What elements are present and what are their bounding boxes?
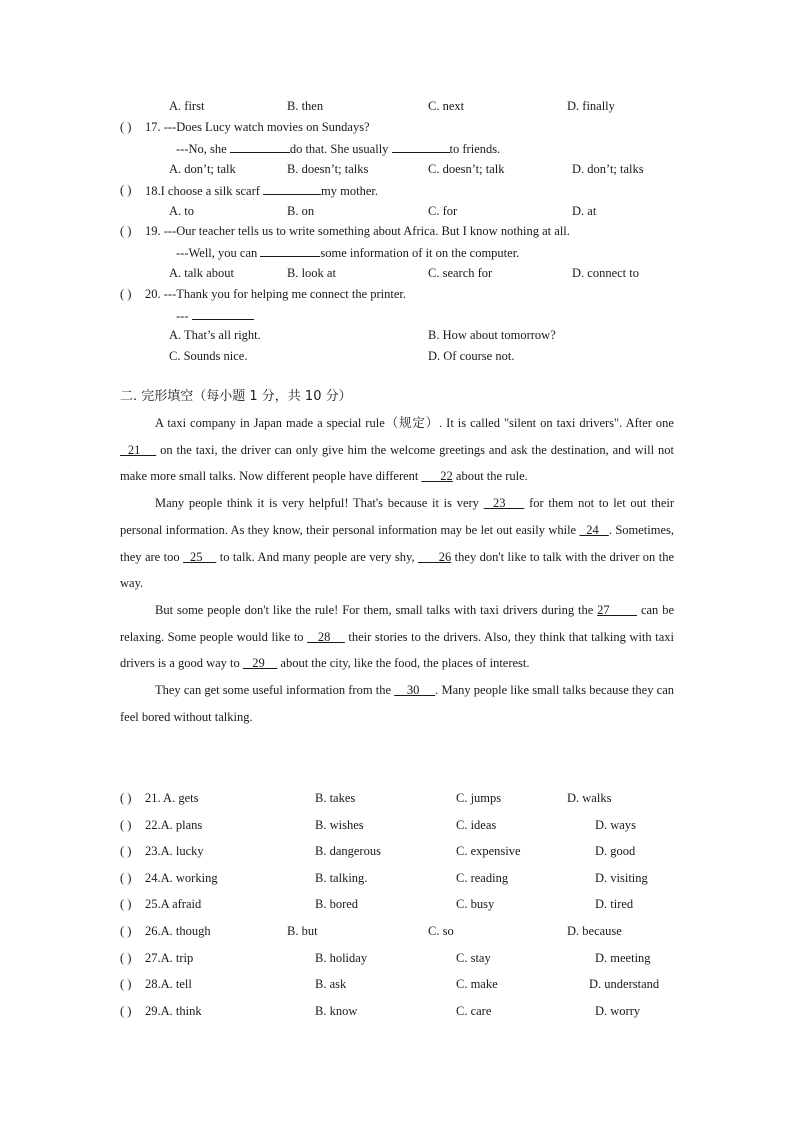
option-d: D. tired: [595, 897, 634, 911]
q17-option-d: D. don’t; talks: [572, 162, 644, 176]
q19-option-c: C. search for: [428, 266, 493, 280]
blank-27[interactable]: 27: [597, 602, 638, 617]
option-d: D. meeting: [595, 951, 651, 965]
q16-option-d: D. finally: [567, 99, 615, 113]
q17-blank-1[interactable]: [230, 140, 290, 153]
q20-answer-paren[interactable]: ( ): [120, 287, 132, 301]
q19-answer-paren[interactable]: ( ): [120, 224, 132, 238]
option-b: B. wishes: [315, 818, 364, 832]
q20-option-c: C. Sounds nice.: [169, 349, 248, 363]
q20-blank[interactable]: [192, 307, 254, 320]
option-b: B. takes: [315, 791, 356, 805]
option-c: C. reading: [456, 871, 509, 885]
passage-paragraph-4: They can get some useful information from the 30 . Many people like small talks because they can feel bored without talking.: [120, 683, 674, 724]
q17-option-a: A. don’t; talk: [169, 162, 236, 176]
option-c: C. so: [428, 924, 454, 938]
q18-blank[interactable]: [263, 182, 321, 195]
q17-line2: ---No, she do that. She usually to friends.: [176, 142, 501, 156]
q19-option-b: B. look at: [287, 266, 336, 280]
option-a: 21. A. gets: [145, 791, 199, 805]
blank-23[interactable]: 23: [483, 496, 525, 511]
option-c: C. stay: [456, 951, 491, 965]
blank-30[interactable]: 30: [394, 683, 436, 698]
option-c: C. make: [456, 977, 498, 991]
option-d: D. because: [567, 924, 622, 938]
option-d: D. worry: [595, 1004, 641, 1018]
option-d: D. understand: [589, 977, 660, 991]
answer-paren[interactable]: ( ): [120, 951, 132, 965]
passage-paragraph-1: A taxi company in Japan made a special rule（规定）. It is called "silent on taxi drivers". After one 21 on the taxi, the driver can only give him the welcome greetings and ask the destination, and will not make more small talks. Now different people have different 22 about the rule.: [120, 416, 674, 484]
option-b: B. know: [315, 1004, 358, 1018]
q19-line2: ---Well, you can some information of it on the computer.: [176, 246, 520, 260]
answer-paren[interactable]: ( ): [120, 897, 132, 911]
option-b: B. ask: [315, 977, 347, 991]
q18-option-b: B. on: [287, 204, 315, 218]
answer-paren[interactable]: ( ): [120, 871, 132, 885]
q20-option-b: B. How about tomorrow?: [428, 328, 556, 342]
answer-paren[interactable]: ( ): [120, 977, 132, 991]
q20-stem: 20. ---Thank you for helping me connect the printer.: [145, 287, 407, 301]
answer-paren[interactable]: ( ): [120, 1004, 132, 1018]
option-b: B. dangerous: [315, 844, 381, 858]
q17-option-b: B. doesn’t; talks: [287, 162, 369, 176]
q18-option-c: C. for: [428, 204, 458, 218]
answer-paren[interactable]: ( ): [120, 844, 132, 858]
q20-option-d: D. Of course not.: [428, 349, 515, 363]
q18-stem: 18.I choose a silk scarf my mother.: [145, 184, 378, 198]
option-a: 29.A. think: [145, 1004, 202, 1018]
option-a: 26.A. though: [145, 924, 211, 938]
q17-answer-paren[interactable]: ( ): [120, 120, 132, 134]
blank-25[interactable]: 25: [183, 549, 217, 564]
q16-option-b: B. then: [287, 99, 324, 113]
blank-24[interactable]: 24: [579, 522, 609, 537]
option-b: B. holiday: [315, 951, 368, 965]
blank-21[interactable]: 21: [120, 442, 157, 457]
option-a: 28.A. tell: [145, 977, 192, 991]
q17-blank-2[interactable]: [392, 140, 450, 153]
passage-paragraph-2: Many people think it is very helpful! That's because it is very 23 for them not to let out their personal information. As they know, their personal information may be let out easily while 24 . Sometimes, they are too 25 to talk. And many people are very shy, 26 they don't like to talk with the driver on the way.: [120, 496, 675, 591]
q19-option-a: A. talk about: [169, 266, 234, 280]
option-c: C. expensive: [456, 844, 521, 858]
option-b: B. bored: [315, 897, 359, 911]
q18-option-d: D. at: [572, 204, 597, 218]
q19-option-d: D. connect to: [572, 266, 639, 280]
option-c: C. ideas: [456, 818, 497, 832]
option-a: 27.A. trip: [145, 951, 194, 965]
option-d: D. visiting: [595, 871, 648, 885]
q18-answer-paren[interactable]: ( ): [120, 183, 132, 197]
q17-stem: 17. ---Does Lucy watch movies on Sundays?: [145, 120, 370, 134]
section-2-title: 二. 完形填空（每小题 1 分，共 10 分）: [120, 389, 352, 404]
option-a: 24.A. working: [145, 871, 218, 885]
option-d: D. walks: [567, 791, 612, 805]
q18-option-a: A. to: [169, 204, 194, 218]
option-c: C. busy: [456, 897, 495, 911]
q17-option-c: C. doesn’t; talk: [428, 162, 505, 176]
passage-paragraph-3: But some people don't like the rule! For them, small talks with taxi drivers during the 27 can be relaxing. Some people would like to 28 their stories to the drivers. Also, they think that talking with taxi drivers is a good way to 29 about the city, like the food, the places of interest.: [120, 602, 675, 671]
q16-option-c: C. next: [428, 99, 465, 113]
answer-paren[interactable]: ( ): [120, 924, 132, 938]
answer-paren[interactable]: ( ): [120, 818, 132, 832]
blank-26[interactable]: 26: [418, 549, 452, 564]
q20-option-a: A. That’s all right.: [169, 328, 261, 342]
option-b: B. but: [287, 924, 318, 938]
q19-stem: 19. ---Our teacher tells us to write something about Africa. But I know nothing at all.: [145, 224, 570, 238]
option-c: C. jumps: [456, 791, 502, 805]
answer-paren[interactable]: ( ): [120, 791, 132, 805]
blank-28[interactable]: 28: [307, 629, 345, 644]
option-a: 22.A. plans: [145, 818, 203, 832]
option-a: 23.A. lucky: [145, 844, 204, 858]
option-b: B. talking.: [315, 871, 368, 885]
option-a: 25.A afraid: [145, 897, 202, 911]
blank-22[interactable]: 22: [421, 469, 453, 484]
option-c: C. care: [456, 1004, 492, 1018]
cloze-passage: [120, 410, 674, 730]
blank-29[interactable]: 29: [242, 656, 278, 671]
option-d: D. good: [595, 844, 636, 858]
q20-line2: ---: [176, 307, 254, 324]
q19-blank[interactable]: [260, 244, 320, 257]
q16-option-a: A. first: [169, 99, 205, 113]
option-d: D. ways: [595, 818, 636, 832]
